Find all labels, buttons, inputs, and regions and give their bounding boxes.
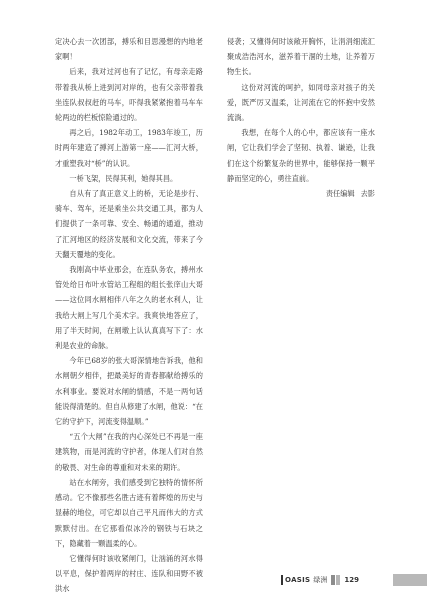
footer-tail-block <box>393 574 427 586</box>
page-footer <box>281 574 359 586</box>
paragraph: 今年已68岁的张大哥深情地告诉我，他和水闸朝夕相伴，把最美好的青春都献给搏乐的水利事业。要说对水闸的情感，不是一两句话能说得清楚的。但自从修建了水闸，他说：“在它的守护下，河流变得温顺。” <box>55 356 203 427</box>
paragraph: 它懂得何时该收紧闸门，让汹涌的河水得以平息，保护着两岸的村庄、连队和田野不被洪水 <box>55 553 203 594</box>
article-column-right <box>227 34 375 201</box>
paragraph: 自从有了真正意义上的桥，无论是步行、骑车、驾车，还是乘坐公共交通工具，都为人们提供了一条可靠、安全、畅通的通道，推动了汇河地区的经济发展和文化交流，带来了今天翻天覆地的变化。 <box>55 189 203 259</box>
editor-credit <box>227 186 375 201</box>
page-number: 129 <box>344 576 359 584</box>
editor-name: 去影 <box>360 189 375 199</box>
paragraph: 侵袭；又懂得何时该敞开胸怀，让涓涓细流汇聚成浩浩河水，滋养着干涸的土地，让养着万物生长。 <box>227 37 375 77</box>
magazine-brand: OASIS <box>285 576 311 584</box>
paragraph: 站在水闸旁，我们感受到它独特的情怀所感动。它不像那些名胜古迹有着辉煌的历史与显赫的地位，可它却以自己平凡而伟大的方式默默付出。在它那看似冰冷的钢铁与石块之下，隐藏着一颗温柔的心。 <box>55 477 203 548</box>
paragraph: 一桥飞架，民得其利，她得其昌。 <box>69 173 178 183</box>
paragraph: 我想，在每个人的心中，都应该有一座水闸，它让我们学会了坚韧、执着、谦逊，让我们在这个纷繁复杂的世界中，能够保持一颗平静而坚定的心，勇往直前。 <box>227 128 375 183</box>
paragraph: 这份对河流的呵护，如同母亲对孩子的关爱，既严厉又温柔，让河流在它的怀抱中安然流淌。 <box>227 82 375 123</box>
paragraph: 后来，我对过河也有了记忆，有母亲走路带着我从桥上进到河对岸的，也有父亲带着我坐连队叔叔赶的马车，吓得我紧紧抱着马车车轮两边的栏板惊险通过的。 <box>55 67 203 123</box>
paragraph: 定决心去一次团部，搏乐和目思漫想的内地老家啊！ <box>55 37 203 62</box>
paragraph: “五个大闸”在我的内心深处已不再是一座建筑物，而是河流的守护者，体现人们对自然的敬畏、对生命的尊重和对未来的期许。 <box>55 432 203 472</box>
article-column-left <box>55 34 203 597</box>
footer-bar-icon <box>281 575 283 585</box>
footer-blocks-icon <box>331 575 341 585</box>
paragraph: 我刚高中毕业那会，在连队务农，搏州水管处给日布叶水管站工程组的组长张庠山大哥——这位同水闸相伴八年之久的老水利人，让我给大闸上写几个美术字。我爽快地答应了，用了半天时间，在闸墩上认认真真写下了：水利是农业的命脉。 <box>55 265 203 351</box>
editor-credit-label: 责任编辑 <box>325 189 355 199</box>
magazine-brand-cn: 绿洲 <box>313 576 328 584</box>
paragraph: 再之后，1982年动工，1983年竣工，历时两年建造了搏河上游第一座——汇河大桥，才重塑我对“桥”的认识。 <box>55 128 203 168</box>
